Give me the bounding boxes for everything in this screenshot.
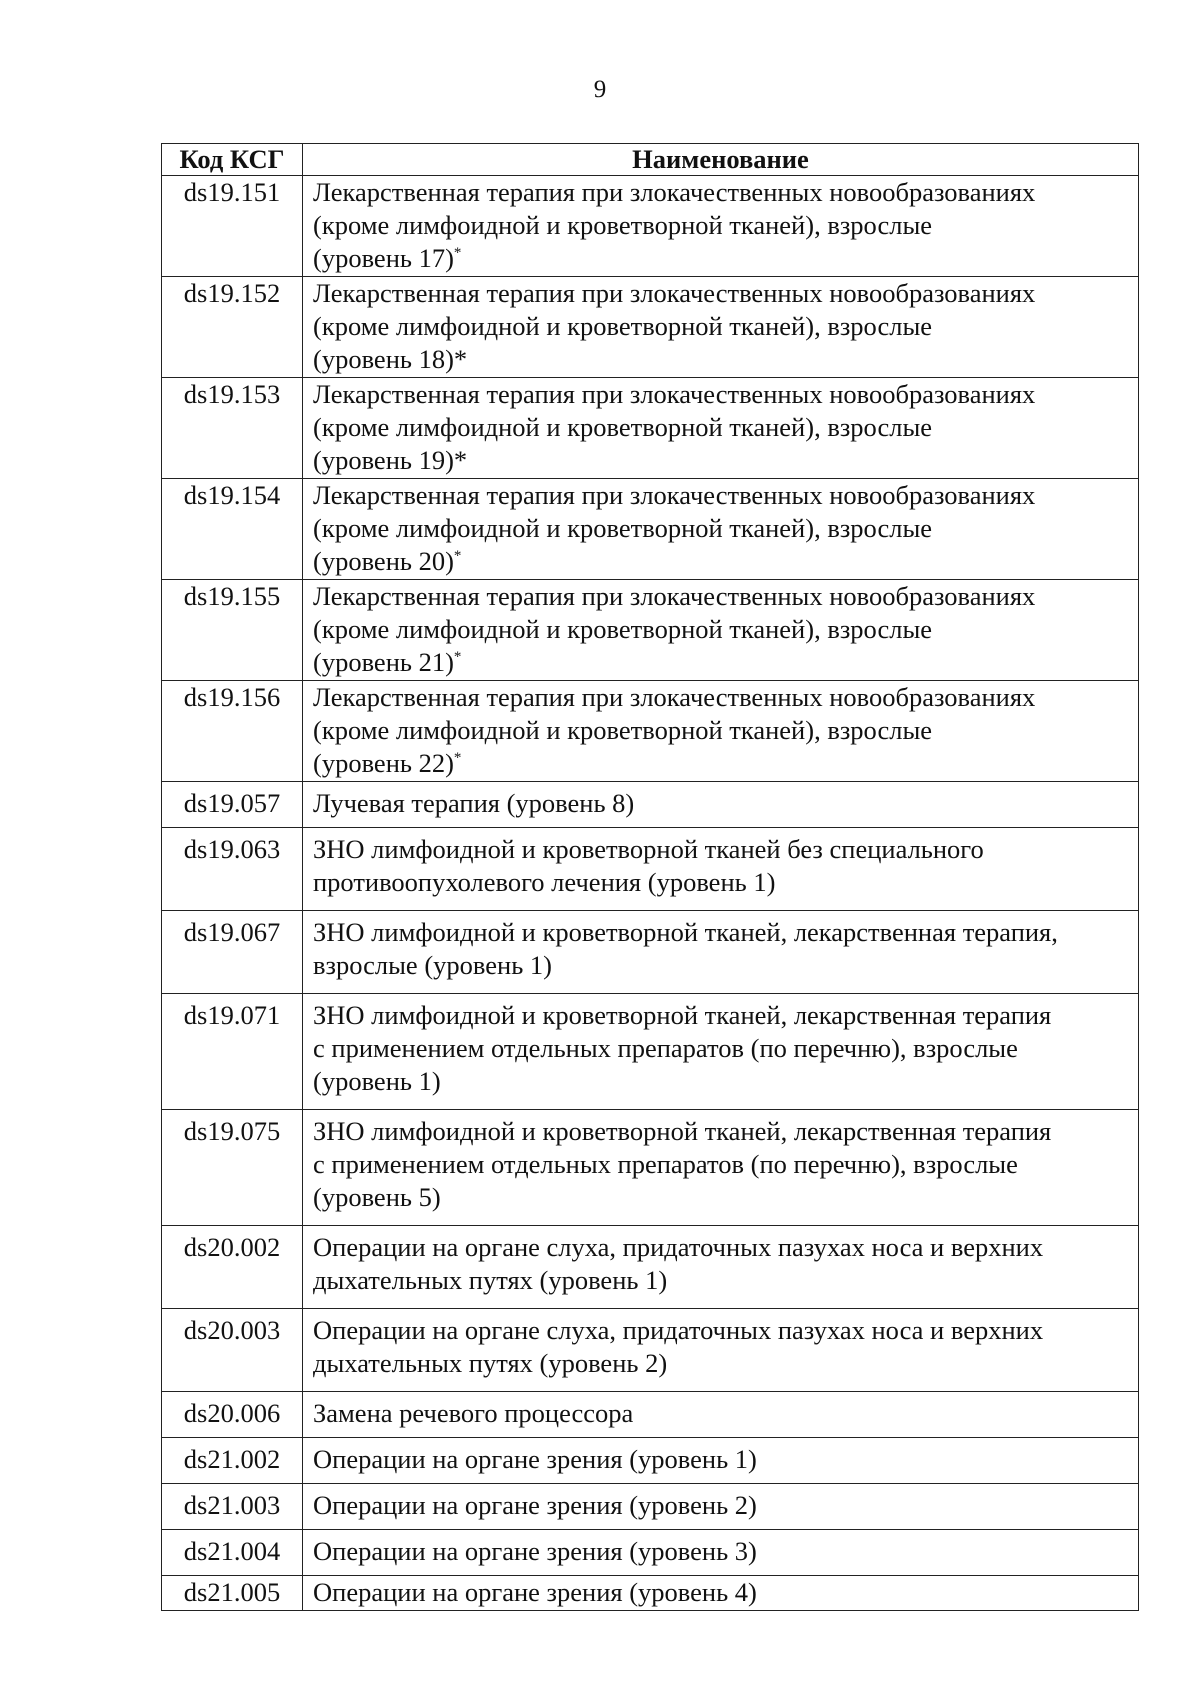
name-line-text: (кроме лимфоидной и кроветворной тканей), взрослые <box>313 210 933 240</box>
name-line-text: Лекарственная терапия при злокачественных новообразованиях <box>313 379 1036 409</box>
name-line-text: ЗНО лимфоидной и кроветворной тканей, лекарственная терапия <box>313 1000 1052 1030</box>
name-line <box>313 1148 1128 1181</box>
ksg-code-cell: ds21.004 <box>162 1530 303 1576</box>
page-number: 9 <box>593 76 607 103</box>
name-line-text: Операции на органе зрения (уровень 1) <box>313 1444 757 1474</box>
table-row <box>162 1484 1139 1530</box>
footnote-marker: * <box>453 445 468 475</box>
name-line-text: (уровень 17) <box>313 243 454 273</box>
name-line-text: ЗНО лимфоидной и кроветворной тканей без специального <box>313 834 984 864</box>
table-row <box>162 1530 1139 1576</box>
footnote-marker: * <box>453 548 462 565</box>
name-line <box>313 1489 1128 1522</box>
ksg-code-cell: ds19.075 <box>162 1110 303 1226</box>
name-line <box>313 1231 1128 1264</box>
name-line <box>313 949 1128 982</box>
ksg-name-cell <box>303 1309 1139 1392</box>
name-line-text: Операции на органе зрения (уровень 3) <box>313 1536 757 1566</box>
ksg-name-cell <box>303 1438 1139 1484</box>
name-line <box>313 1576 1128 1609</box>
name-line <box>313 343 1128 376</box>
name-line-text: (уровень 22) <box>313 748 454 778</box>
ksg-name-cell <box>303 681 1139 782</box>
table-row <box>162 378 1139 479</box>
name-line <box>313 1115 1128 1148</box>
table-row <box>162 176 1139 277</box>
name-line <box>313 580 1128 613</box>
ksg-code-cell: ds21.003 <box>162 1484 303 1530</box>
table-row <box>162 911 1139 994</box>
ksg-name-cell <box>303 1110 1139 1226</box>
name-line <box>313 310 1128 343</box>
name-line <box>313 176 1128 209</box>
ksg-name-cell <box>303 911 1139 994</box>
name-line-text: (кроме лимфоидной и кроветворной тканей), взрослые <box>313 513 933 543</box>
name-line <box>313 444 1128 477</box>
name-line <box>313 866 1128 899</box>
name-line <box>313 545 1128 578</box>
name-line <box>313 714 1128 747</box>
footnote-marker: * <box>453 649 462 666</box>
name-line-text: Операции на органе слуха, придаточных пазухах носа и верхних <box>313 1232 1044 1262</box>
footnote-marker: * <box>453 245 462 262</box>
name-line <box>313 277 1128 310</box>
name-line <box>313 1181 1128 1214</box>
name-line <box>313 1535 1128 1568</box>
name-line <box>313 1032 1128 1065</box>
name-line <box>313 613 1128 646</box>
name-line <box>313 1264 1128 1297</box>
name-line-text: ЗНО лимфоидной и кроветворной тканей, лекарственная терапия, <box>313 917 1058 947</box>
name-line-text: с применением отдельных препаратов (по перечню), взрослые <box>313 1033 1018 1063</box>
ksg-code-cell: ds20.003 <box>162 1309 303 1392</box>
name-line <box>313 916 1128 949</box>
footnote-marker: * <box>453 750 462 767</box>
name-line <box>313 1314 1128 1347</box>
ksg-code-cell: ds19.151 <box>162 176 303 277</box>
name-line-text: Операции на органе зрения (уровень 4) <box>313 1577 757 1607</box>
name-line <box>313 1347 1128 1380</box>
name-line <box>313 787 1128 820</box>
table-row <box>162 828 1139 911</box>
ksg-name-cell <box>303 1226 1139 1309</box>
ksg-code-cell: ds20.006 <box>162 1392 303 1438</box>
ksg-code-cell: ds19.071 <box>162 994 303 1110</box>
name-line-text: (кроме лимфоидной и кроветворной тканей), взрослые <box>313 715 933 745</box>
ksg-code-cell: ds19.154 <box>162 479 303 580</box>
ksg-name-cell <box>303 828 1139 911</box>
ksg-code-cell: ds19.155 <box>162 580 303 681</box>
ksg-code-cell: ds21.002 <box>162 1438 303 1484</box>
name-line-text: (кроме лимфоидной и кроветворной тканей), взрослые <box>313 614 933 644</box>
name-line-text: дыхательных путях (уровень 2) <box>313 1348 668 1378</box>
name-line <box>313 378 1128 411</box>
name-line <box>313 999 1128 1032</box>
name-line <box>313 1065 1128 1098</box>
name-line-text: (кроме лимфоидной и кроветворной тканей), взрослые <box>313 311 933 341</box>
name-line-text: с применением отдельных препаратов (по перечню), взрослые <box>313 1149 1018 1179</box>
name-line <box>313 512 1128 545</box>
name-line-text: Лекарственная терапия при злокачественных новообразованиях <box>313 177 1036 207</box>
ksg-name-cell <box>303 1530 1139 1576</box>
name-line <box>313 646 1128 679</box>
name-line-text: (уровень 5) <box>313 1182 441 1212</box>
ksg-table <box>161 143 1139 1611</box>
ksg-name-cell <box>303 176 1139 277</box>
name-line-text: противоопухолевого лечения (уровень 1) <box>313 867 776 897</box>
ksg-code-cell: ds19.063 <box>162 828 303 911</box>
ksg-name-cell <box>303 994 1139 1110</box>
ksg-code-cell: ds19.152 <box>162 277 303 378</box>
column-header-code: Код КСГ <box>162 144 303 176</box>
name-line-text: дыхательных путях (уровень 1) <box>313 1265 668 1295</box>
name-line-text: Операции на органе зрения (уровень 2) <box>313 1490 757 1520</box>
table-row <box>162 1309 1139 1392</box>
name-line <box>313 1397 1128 1430</box>
footnote-marker: * <box>453 344 468 374</box>
name-line-text: взрослые (уровень 1) <box>313 950 552 980</box>
ksg-code-cell: ds19.156 <box>162 681 303 782</box>
name-line-text: (уровень 21) <box>313 647 454 677</box>
ksg-code-cell: ds20.002 <box>162 1226 303 1309</box>
name-line <box>313 681 1128 714</box>
table-row <box>162 1576 1139 1611</box>
table-row <box>162 277 1139 378</box>
name-line-text: Замена речевого процессора <box>313 1398 634 1428</box>
name-line-text: ЗНО лимфоидной и кроветворной тканей, лекарственная терапия <box>313 1116 1052 1146</box>
name-line <box>313 209 1128 242</box>
table-body <box>162 176 1139 1611</box>
name-line <box>313 411 1128 444</box>
table-row <box>162 681 1139 782</box>
ksg-name-cell <box>303 1576 1139 1611</box>
table-row <box>162 1392 1139 1438</box>
name-line-text: Операции на органе слуха, придаточных пазухах носа и верхних <box>313 1315 1044 1345</box>
table-row <box>162 479 1139 580</box>
name-line-text: (уровень 20) <box>313 546 454 576</box>
name-line-text: Лекарственная терапия при злокачественных новообразованиях <box>313 581 1036 611</box>
ksg-code-cell: ds19.057 <box>162 782 303 828</box>
name-line-text: Лекарственная терапия при злокачественных новообразованиях <box>313 682 1036 712</box>
ksg-name-cell <box>303 378 1139 479</box>
ksg-name-cell <box>303 782 1139 828</box>
table-row <box>162 782 1139 828</box>
column-header-name: Наименование <box>303 144 1139 176</box>
table-row <box>162 1226 1139 1309</box>
name-line <box>313 242 1128 275</box>
ksg-name-cell <box>303 1484 1139 1530</box>
name-line <box>313 479 1128 512</box>
name-line <box>313 833 1128 866</box>
name-line-text: (уровень 1) <box>313 1066 441 1096</box>
ksg-name-cell <box>303 580 1139 681</box>
table-row <box>162 994 1139 1110</box>
ksg-code-cell: ds21.005 <box>162 1576 303 1611</box>
ksg-name-cell <box>303 277 1139 378</box>
table-row <box>162 1438 1139 1484</box>
ksg-name-cell <box>303 1392 1139 1438</box>
table-row <box>162 1110 1139 1226</box>
table-header-row <box>162 144 1139 176</box>
name-line-text: (уровень 18) <box>313 344 454 374</box>
name-line <box>313 747 1128 780</box>
name-line-text: Лекарственная терапия при злокачественных новообразованиях <box>313 278 1036 308</box>
ksg-name-cell <box>303 479 1139 580</box>
name-line-text: Лучевая терапия (уровень 8) <box>313 788 635 818</box>
name-line-text: (кроме лимфоидной и кроветворной тканей), взрослые <box>313 412 933 442</box>
name-line-text: Лекарственная терапия при злокачественных новообразованиях <box>313 480 1036 510</box>
table-row <box>162 580 1139 681</box>
name-line <box>313 1443 1128 1476</box>
ksg-code-cell: ds19.153 <box>162 378 303 479</box>
ksg-code-cell: ds19.067 <box>162 911 303 994</box>
name-line-text: (уровень 19) <box>313 445 454 475</box>
